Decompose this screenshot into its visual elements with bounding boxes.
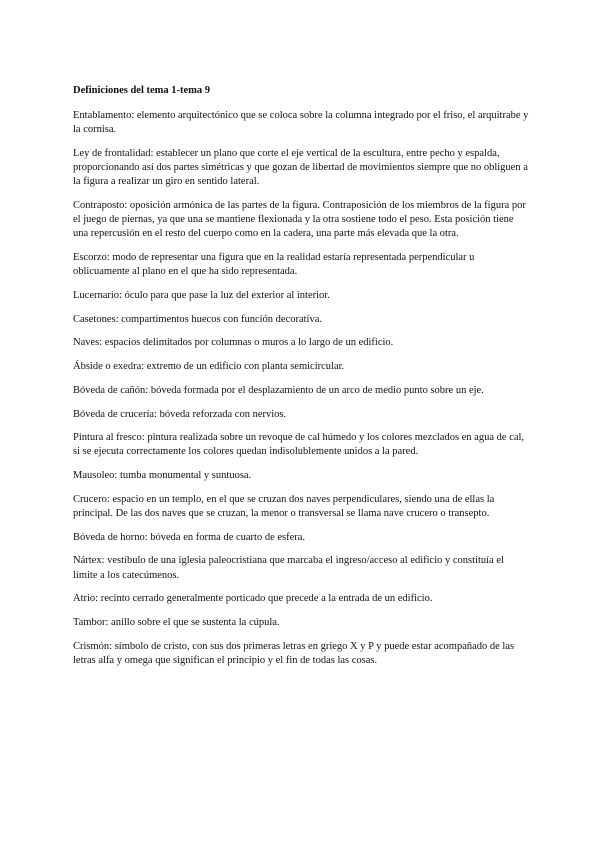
definition-atrio: Atrio: recinto cerrado generalmente porticado que precede a la entrada de un edificio.	[73, 593, 433, 605]
definition-boveda-de-horno: Bóveda de horno: bóveda en forma de cuarto de esfera.	[73, 531, 306, 543]
definition-contraposto: Contraposto: oposición armónica de las partes de la figura. Contraposición de los miembros de la figura por el juego de piernas, ya que una se mantiene flexionada y la otra sostiene todo el peso. Esta posición tiene una repercusión en el resto del cuerpo como en la cadera, una parte más elevada que la otra.	[73, 200, 526, 240]
definition-naves: Naves: espacios delimitados por columnas o muros a lo largo de un edificio.	[73, 337, 394, 349]
definition-abside: Ábside o exedra: extremo de un edificio con planta semicircular.	[73, 361, 345, 373]
document-page	[73, 84, 529, 678]
definition-pintura-al-fresco: Pintura al fresco: pintura realizada sobre un revoque de cal húmedo y los colores mezclados en agua de cal, si se ejecuta correctamente los colores quedan indisolublemente unidos a la pared.	[73, 432, 525, 458]
definition-tambor: Tambor: anillo sobre el que se sustenta la cúpula.	[73, 617, 280, 629]
definition-casetones: Casetones: compartimentos huecos con función decorativa.	[73, 313, 323, 325]
definition-nartex: Nártex: vestíbulo de una iglesia paleocristiana que marcaba el ingreso/acceso al edificio y constituía el límite a los catecúmenos.	[73, 555, 504, 581]
definition-entablamento: Entablamento: elemento arquitectónico que se coloca sobre la columna integrado por el friso, el arquitrabe y la cornisa.	[73, 110, 529, 136]
definition-lucernario: Lucernario: óculo para que pase la luz del exterior al interior.	[73, 290, 330, 302]
definition-crismon: Crismón: símbolo de cristo, con sus dos primeras letras en griego X y P y puede estar acompañado de las letras alfa y omega que significan el principio y el fin de todas las cosas.	[73, 640, 515, 666]
definition-crucero: Crucero: espacio en un templo, en el que se cruzan dos naves perpendiculares, siendo una de ellas la principal. De las dos naves que se cruzan, la menor o transversal se llama nave crucero o transepto.	[73, 493, 495, 520]
definition-boveda-de-canon: Bóveda de cañón: bóveda formada por el desplazamiento de un arco de medio punto sobre un eje.	[73, 384, 484, 396]
definition-escorzo: Escorzo: modo de representar una figura que en la realidad estaría representada perpendicular u oblicuamente al plano en el que ha sido representada.	[73, 252, 475, 278]
definition-mausoleo: Mausoleo: tumba monumental y suntuosa.	[73, 470, 252, 482]
definition-ley-de-frontalidad: Ley de frontalidad: establecer un plano que corte el eje vertical de la escultura, entre pecho y espalda, proporcionando así dos partes simétricas y que gozan de libertad de movimientos siempre que no obliguen a la figura a realizar un giro en sentido lateral.	[73, 147, 528, 188]
definition-boveda-de-cruceria: Bóveda de crucería: bóveda reforzada con nervios.	[73, 408, 287, 420]
document-title: Definiciones del tema 1-tema 9	[73, 85, 211, 96]
